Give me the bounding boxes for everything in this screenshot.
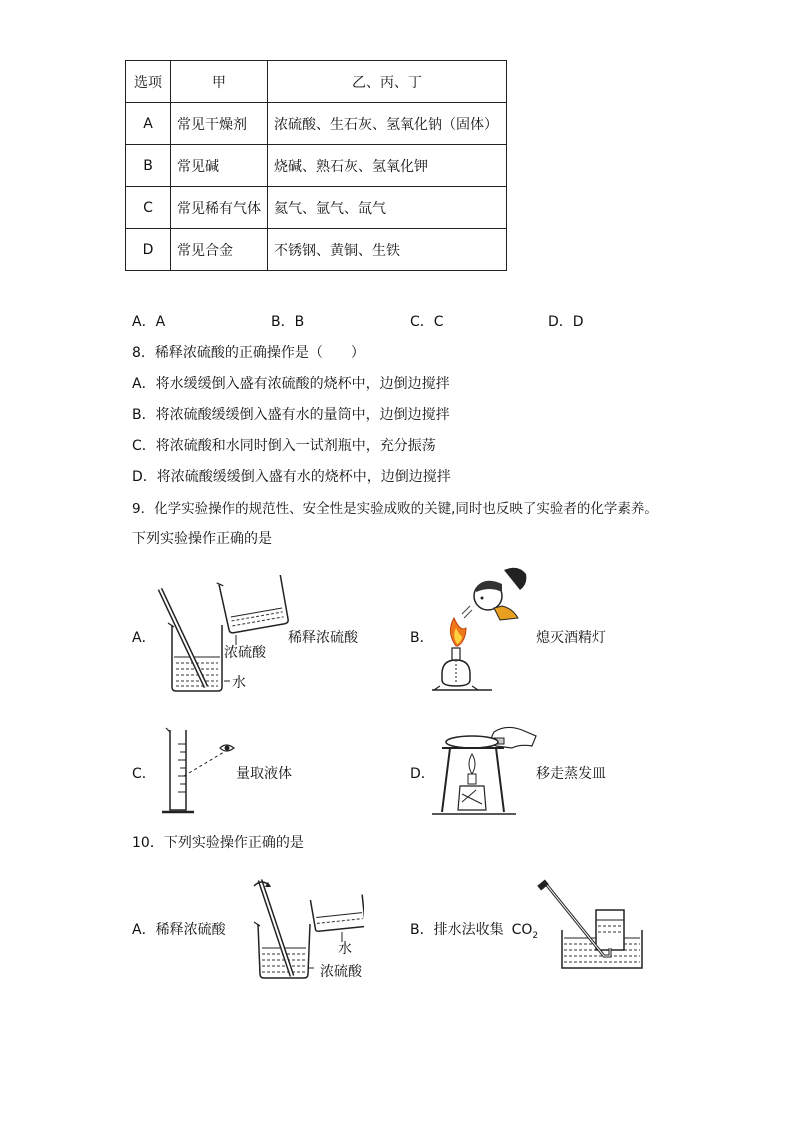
- q8-option-c[interactable]: C．将浓硫酸和水同时倒入一试剂瓶中，充分振荡: [132, 438, 436, 454]
- q9-option-a-caption: 稀释浓硫酸: [288, 630, 358, 646]
- pour-water-into-acid-figure: [150, 575, 290, 695]
- table-cell: 常见碱: [171, 145, 268, 187]
- q9-option-b-caption: 熄灭酒精灯: [536, 630, 606, 646]
- q10-option-b-caption[interactable]: [410, 919, 538, 941]
- table-header-cell: 甲: [171, 61, 268, 103]
- table-row: [126, 187, 507, 229]
- water-displacement-figure: [536, 878, 646, 974]
- graduated-cylinder-figure: [158, 724, 238, 820]
- table-row: [126, 103, 507, 145]
- q7-option-b[interactable]: B．B: [271, 314, 305, 330]
- table-cell: 浓硫酸、生石灰、氢氧化钠（固体）: [268, 103, 507, 145]
- move-evaporating-dish-figure: [432, 724, 542, 818]
- q9-option-d-caption: 移走蒸发皿: [536, 766, 606, 782]
- table-row: [126, 229, 507, 271]
- table-cell: 常见稀有气体: [171, 187, 268, 229]
- q10-stem: 10．下列实验操作正确的是: [132, 835, 304, 851]
- blow-out-alcohol-lamp-figure: [432, 562, 532, 702]
- q10-acid-label: 浓硫酸: [320, 964, 362, 980]
- q10-option-a-caption[interactable]: A．稀释浓硫酸: [132, 922, 226, 938]
- q9-option-b-letter[interactable]: B．: [410, 630, 434, 646]
- q10-water-label: 水: [338, 941, 352, 957]
- table-cell: 氦气、氩气、氙气: [268, 187, 507, 229]
- q8-option-b[interactable]: B．将浓硫酸缓缓倒入盛有水的量筒中，边倒边搅拌: [132, 407, 450, 423]
- q8-option-a[interactable]: A．将水缓缓倒入盛有浓硫酸的烧杯中，边倒边搅拌: [132, 376, 450, 392]
- q7-option-c[interactable]: C．C: [410, 314, 444, 330]
- q8-option-d[interactable]: D．将浓硫酸缓缓倒入盛有水的烧杯中，边倒边搅拌: [132, 469, 451, 485]
- acid-label: 浓硫酸: [224, 645, 266, 661]
- table-cell: 常见合金: [171, 229, 268, 271]
- table-cell: D: [126, 229, 171, 271]
- q9-option-c-letter[interactable]: C．: [132, 766, 156, 782]
- table-cell: A: [126, 103, 171, 145]
- table-cell: B: [126, 145, 171, 187]
- q9-stem-continued: 下列实验操作正确的是: [132, 531, 272, 547]
- table-header-cell: 选项: [126, 61, 171, 103]
- table-cell: 不锈钢、黄铜、生铁: [268, 229, 507, 271]
- q7-option-a[interactable]: A．A: [132, 314, 166, 330]
- q9-option-a-letter[interactable]: A．: [132, 630, 156, 646]
- q9-option-c-caption: 量取液体: [236, 766, 292, 782]
- q7-option-d[interactable]: D．D: [548, 314, 584, 330]
- table-row: [126, 145, 507, 187]
- water-label: 水: [232, 675, 246, 691]
- q10-option-b-text: B．排水法收集: [410, 922, 504, 938]
- q9-option-d-letter[interactable]: D．: [410, 766, 435, 782]
- table-header-cell: 乙、丙、丁: [268, 61, 507, 103]
- table-cell: 烧碱、熟石灰、氢氧化钾: [268, 145, 507, 187]
- table-cell: C: [126, 187, 171, 229]
- q9-stem: 9．化学实验操作的规范性、安全性是实验成败的关键,同时也反映了实验者的化学素养。: [132, 501, 658, 517]
- table-cell: 常见干燥剂: [171, 103, 268, 145]
- table-header-row: [126, 61, 507, 103]
- classification-table: [125, 60, 507, 271]
- q8-stem: 8．稀释浓硫酸的正确操作是（ ）: [132, 345, 365, 361]
- co2-subscript: 2: [532, 930, 539, 941]
- co2-formula: CO: [511, 922, 533, 938]
